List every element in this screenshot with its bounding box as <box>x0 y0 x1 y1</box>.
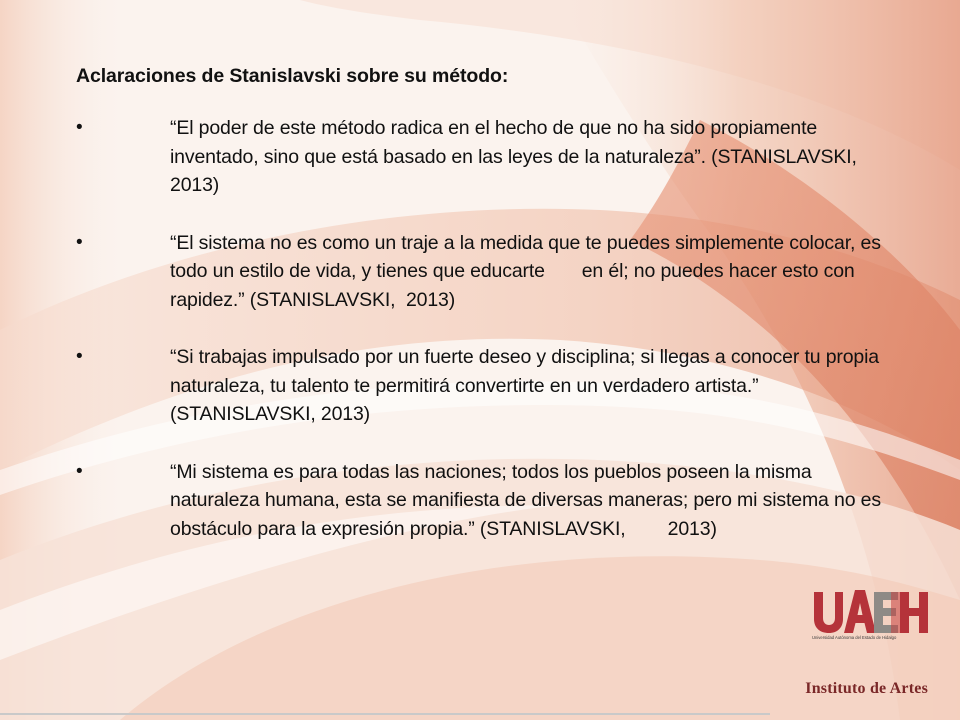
logo-letter-u <box>814 592 843 633</box>
bullet-item <box>76 343 896 429</box>
bullet-item <box>76 229 896 315</box>
logo-letter-h <box>900 592 928 633</box>
quote-text: “Mi sistema es para todas las naciones; todos los pueblos poseen la misma naturaleza humana, esta se manifiesta de diversas maneras; pero mi sistema no es obstáculo para la expresión propia.” (STANISLAVSKI, 2013) <box>170 460 887 540</box>
bullet-icon: • <box>76 117 83 138</box>
quote-text: “El poder de este método radica en el hecho de que no ha sido propiamente inventado, sino que está basado en las leyes de la naturaleza”. (STANISLAVSKI, 2013) <box>170 117 857 196</box>
bullet-list <box>76 114 896 543</box>
footer-institute-label: Instituto de Artes <box>805 680 928 697</box>
bullet-item <box>76 114 896 200</box>
bullet-item <box>76 458 896 544</box>
logo-letter-a <box>844 590 876 633</box>
bullet-icon: • <box>76 231 83 253</box>
bottom-divider <box>0 713 770 715</box>
logo-caption: Universidad Autónoma del Estado de Hidalgo <box>812 635 897 640</box>
uaeh-logo <box>812 588 932 644</box>
bullet-icon: • <box>76 346 83 367</box>
bullet-icon: • <box>76 460 83 482</box>
quote-text: “El sistema no es como un traje a la medida que te puedes simplemente colocar, es todo un estilo de vida, y tienes que educarte en él; no puedes hacer esto con rapidez.” (STANISLAVSKI, 2013) <box>170 231 887 311</box>
slide-content <box>76 62 896 572</box>
uaeh-logo-mark <box>812 588 930 634</box>
quote-text: “Si trabajas impulsado por un fuerte deseo y disciplina; si llegas a conocer tu propia naturaleza, tu talento te permitirá convertirte en un verdadero artista.” (STANISLAVSKI, 2013) <box>170 346 880 425</box>
slide-title: Aclaraciones de Stanislavski sobre su método: <box>76 65 509 87</box>
